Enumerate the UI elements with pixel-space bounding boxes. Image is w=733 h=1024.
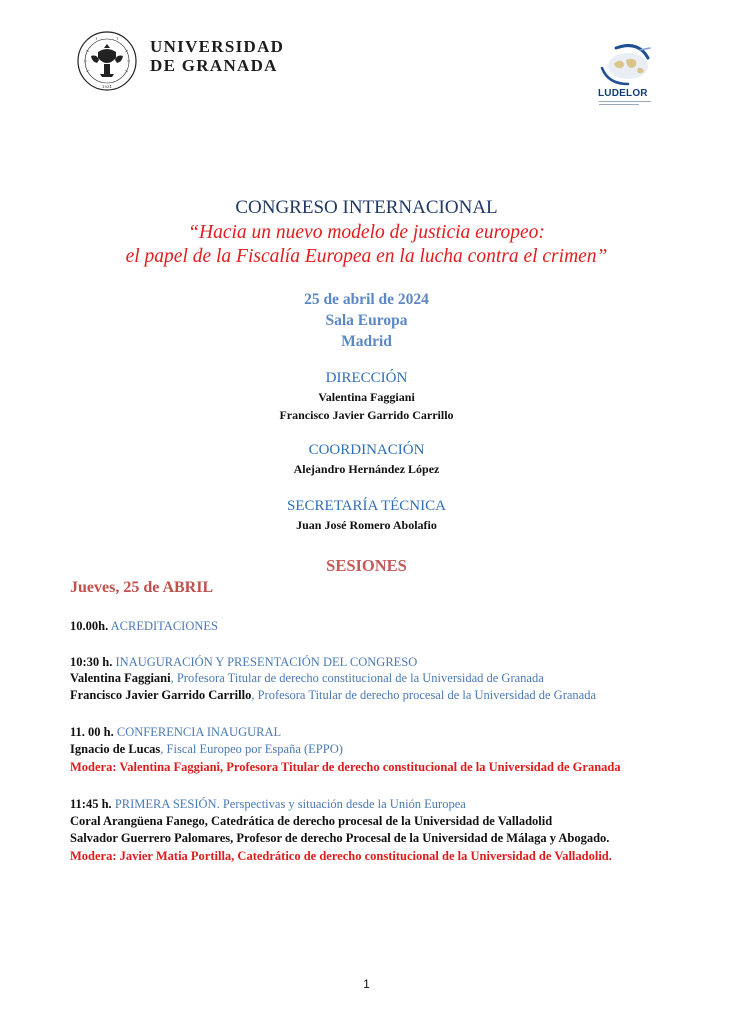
coordinacion-name: Alejandro Hernández López xyxy=(293,462,440,476)
program-item-time: 11:45 h. xyxy=(70,797,112,811)
direccion-name-2: Francisco Javier Garrido Carrillo xyxy=(279,408,454,422)
direccion-label: DIRECCIÓN xyxy=(325,370,408,386)
congress-title-line1: “Hacia un nuevo modelo de justicia europeo: xyxy=(188,222,545,243)
coordinacion-label: COORDINACIÓN xyxy=(308,442,425,458)
program-item-1 xyxy=(70,619,218,634)
speaker-name: Valentina Faggiani xyxy=(70,671,171,685)
congress-city: Madrid xyxy=(341,333,392,350)
program-item-3 xyxy=(70,725,281,740)
program-item-2 xyxy=(70,655,417,670)
speaker-role: , Profesora Titular de derecho procesal de la Universidad de Granada xyxy=(251,688,596,702)
seal-year: 1531 xyxy=(101,84,113,89)
congress-venue: Sala Europa xyxy=(325,312,408,329)
partner-subtitle-decoration xyxy=(599,101,657,105)
secretaria-label: SECRETARÍA TÉCNICA xyxy=(287,498,446,514)
university-name-line2: DE GRANADA xyxy=(150,56,278,75)
partner-name: LUDELOR xyxy=(598,88,648,99)
speaker-role: , Fiscal Europeo por España (EPPO) xyxy=(160,742,343,756)
program-item-title: ACREDITACIONES xyxy=(110,619,218,633)
moderator-line: Modera: Javier Matia Portilla, Catedrático de derecho constitucional de la Universidad de Valladolid. xyxy=(70,849,612,863)
university-name xyxy=(150,37,284,75)
congress-title-line2: el papel de la Fiscalía Europea en la lucha contra el crimen” xyxy=(125,246,608,267)
ludelor-globe-icon xyxy=(596,42,656,86)
speaker-line xyxy=(70,742,343,757)
speaker-line xyxy=(70,688,596,703)
program-item-4 xyxy=(70,797,466,812)
program-item-time: 11. 00 h. xyxy=(70,725,114,739)
program-item-title: CONFERENCIA INAUGURAL xyxy=(116,725,282,739)
congress-date: 25 de abril de 2024 xyxy=(304,291,429,308)
speaker-role: , Profesora Titular de derecho constitucional de la Universidad de Granada xyxy=(170,671,544,685)
program-item-title: PRIMERA SESIÓN. Perspectivas y situación desde la Unión Europea xyxy=(114,797,466,811)
speaker-name: Francisco Javier Garrido Carrillo xyxy=(70,688,252,702)
program-day: Jueves, 25 de ABRIL xyxy=(70,579,214,596)
page-number: 1 xyxy=(363,977,370,991)
sessions-heading: SESIONES xyxy=(326,556,407,575)
university-seal-icon xyxy=(76,30,138,92)
program-item-time: 10:30 h. xyxy=(70,655,113,669)
program-item-title: INAUGURACIÓN Y PRESENTACIÓN DEL CONGRESO xyxy=(115,655,418,669)
speaker-name: Ignacio de Lucas xyxy=(70,742,161,756)
speaker-line: Salvador Guerrero Palomares, Profesor de derecho Procesal de la Universidad de Málaga y Abogado. xyxy=(70,831,610,845)
congress-heading: CONGRESO INTERNACIONAL xyxy=(235,197,498,218)
speaker-line: Coral Arangüena Fanego, Catedrática de derecho procesal de la Universidad de Valladolid xyxy=(70,814,553,828)
university-name-line1: UNIVERSIDAD xyxy=(150,37,285,56)
moderator-line: Modera: Valentina Faggiani, Profesora Titular de derecho constitucional de la Universidad de Granada xyxy=(70,760,621,774)
speaker-line xyxy=(70,671,544,686)
program-item-time: 10.00h. xyxy=(70,619,109,633)
direccion-name-1: Valentina Faggiani xyxy=(318,390,415,404)
secretaria-name: Juan José Romero Abolafio xyxy=(296,518,437,532)
